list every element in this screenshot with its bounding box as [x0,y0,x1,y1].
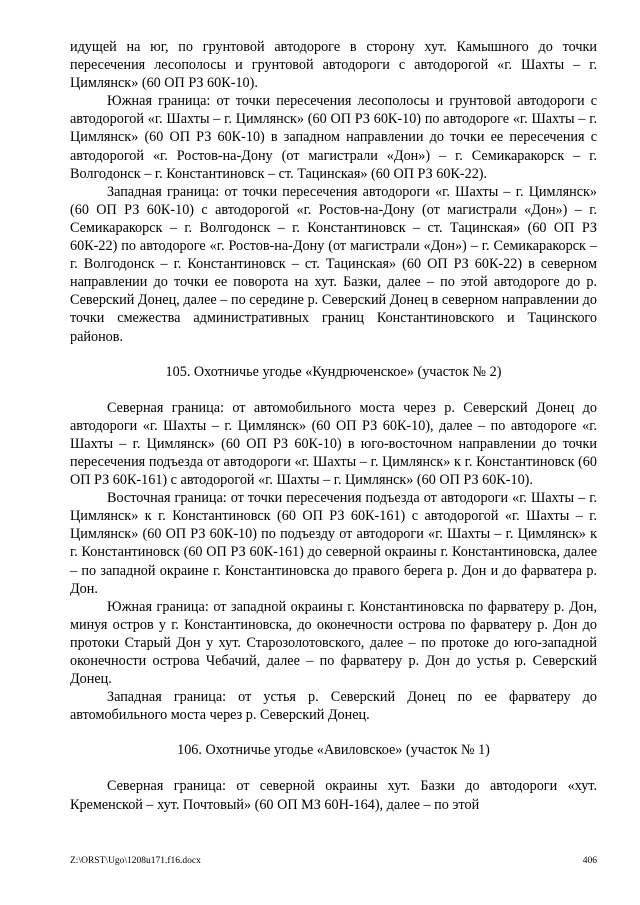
section-105-east-border: Восточная граница: от точки пересечения подъезда от автодороги «г. Шахты – г. Цимлянск» к г. Константиновск (60 ОП РЗ 60К-161) с автодорогой «г. Шахты – г. Цимлянск» (60 ОП РЗ 60К-10) по подъезду от автодороги «г. Шахты – г. Цимлянск» к г. Константиновск (60 ОП РЗ 60К-161) до северной окраины г. Константиновска, далее – по западной окраине г. Константиновска до правого берега р. Дон и до фарватера р. Дон. [70,490,597,597]
section-106-north-border: Северная граница: от северной окраины хут. Базки до автодороги «хут. Кременской – хут. Почтовый» (60 ОП МЗ 60Н-164), далее – по этой [70,778,597,813]
section-105-north-border: Северная граница: от автомобильного моста через р. Северский Донец до автодороги «г. Шахты – г. Цимлянск» (60 ОП РЗ 60К-10), далее – по автодороге «г. Шахты – г. Цимлянск» (60 ОП РЗ 60К-10) в юго-восточном направлении до точки пересечения подъезда от автодороги «г. Шахты – г. Цимлянск» к г. Константиновск (60 ОП РЗ 60К-161) с автодорогой «г. Шахты – г. Цимлянск» (60 ОП РЗ 60К-10). [70,399,597,489]
paragraph-south-border: Южная граница: от точки пересечения лесополосы и грунтовой автодороги с автодорогой «г. Шахты – г. Цимлянск» (60 ОП РЗ 60К-10) по автодороге «г. Шахты – г. Цимлянск» (60 ОП РЗ 60К-10) в западном направлении до точки ее пересечения с автодорогой «г. Ростов-на-Дону (от магистрали «Дон») – г. Семикаракорск – г. Волгодонск – г. Константиновск – ст. Тацинская» (60 ОП РЗ 60К-22). [70,93,597,182]
page-number: 406 [582,856,597,866]
paragraph-north-continuation: идущей на юг, по грунтовой автодороге в сторону хут. Камышного до точки пересечения лесополосы и грунтовой автодороги с автодорогой «г. Шахты – г. Цимлянск» (60 ОП РЗ 60К-10). [70,39,597,92]
paragraph-west-border: Западная граница: от точки пересечения автодороги «г. Шахты – г. Цимлянск» (60 ОП РЗ 60К-10) с автодорогой «г. Ростов-на-Дону (от магистрали «Дон») – г. Семикаракорск – г. Волгодонск – г. Константиновск – ст. Тацинская» (60 ОП РЗ 60К-22) по автодороге «г. Ростов-на-Дону (от магистрали «Дон») – г. Семикаракорск – г. Волгодонск – г. Константиновск – ст. Тацинская» (60 ОП РЗ 60К-22) в северном направлении до точки ее поворота на хут. Базки, далее – по этой автодороге до р. Северский Донец, далее – по середине р. Северский Донец в северном направлении до точки смежества административных границ Константиновского и Тацинского районов. [70,183,597,345]
section-106-heading: 106. Охотничье угодье «Авиловское» (участок № 1) [177,742,490,759]
document-page [70,38,597,814]
section-105-south-border: Южная граница: от западной окраины г. Константиновска по фарватеру р. Дон, минуя остров у г. Константиновска, до оконечности острова по фарватеру р. Дон до протоки Старый Дон у хут. Старозолотовского, далее – по протоке до юго-западной оконечности острова Чебачий, далее – по фарватеру р. Дон до устья р. Северский Донец. [70,598,597,688]
section-105-west-border: Западная граница: от устья р. Северский Донец по ее фарватеру до автомобильного моста через р. Северский Донец. [70,689,597,724]
section-105-heading: 105. Охотничье угодье «Кундрюченское» (участок № 2) [165,363,502,380]
file-path: Z:\ORST\Ugo\1208u171.f16.docx [70,856,201,866]
